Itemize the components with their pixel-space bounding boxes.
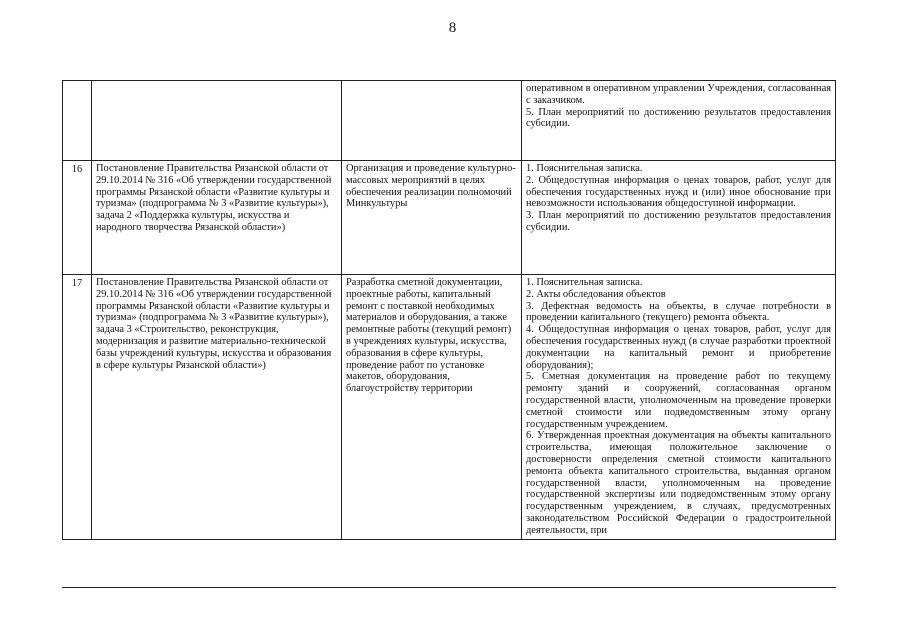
purpose-cell	[342, 161, 522, 275]
table-row	[63, 81, 836, 161]
subsidy-table	[62, 80, 836, 540]
document-item: 2. Общедоступная информация о ценах товаров, работ, услуг для обеспечения государственных нужд и (или) иное обоснование при невозможности использования общедоступной информации.	[526, 174, 831, 210]
legal-basis-cell	[92, 81, 342, 161]
document-item: 4. Общедоступная информация о ценах товаров, работ, услуг для обеспечения государственных нужд (в случае разработки проектной документации на капитальный ремонт и приобретение оборудования);	[526, 324, 831, 371]
page-number: 8	[448, 20, 457, 36]
table-row	[63, 161, 836, 275]
cell-text: Постановление Правительства Рязанской области от 29.10.2014 № 316 «Об утверждении государственной программы Рязанской области «Развитие культуры и туризма» (подпрограмма № 3 «Развитие культуры»), задача 2 «Поддержка культуры, искусства и народного творчества Рязанской области»)	[96, 163, 332, 233]
cell-text: Разработка сметной документации, проектные работы, капитальный ремонт с поставкой необходимых материалов и оборудования, а также ремонтные работы (текущий ремонт) в учреждениях культуры, искусства, образования в сфере культуры, проведение работ по установке макетов, оборудования, благоустройству территории	[346, 277, 512, 395]
document-item: 1. Пояснительная записка.	[526, 163, 643, 174]
document-item: 6. Утвержденная проектная документация на объекты капитального строительства, имеющая положительное заключение о достоверности определения сметной стоимости капитального ремонта объекта капитального строительства, выданная органом государственной власти, уполномоченным на проведение государственной экспертизы или подведомственным этому органу государственным учреждением, в случаях, предусмотренных законодательством Российской Федерации о градостроительной деятельности, при	[526, 430, 831, 536]
cell-text: Организация и проведение культурно-массовых мероприятий в целях обеспечения реализации полномочий Минкультуры	[346, 163, 516, 210]
document-item: оперативном в оперативном управлении Учреждения, согласованная с заказчиком.	[526, 83, 831, 106]
documents-cell	[522, 81, 836, 161]
document-item: 2. Акты обследования объектов	[526, 288, 666, 300]
purpose-cell	[342, 275, 522, 540]
document-item: 1. Пояснительная записка.	[526, 277, 643, 288]
document-item: 5. Сметная документация на проведение работ по текущему ремонту зданий и сооружений, согласованная органом государственной власти, уполномоченным на проведение проверки сметной стоимости или подведомственным этому органу государственным учреждением.	[526, 371, 831, 430]
documents-cell	[522, 275, 836, 540]
row-number: 17	[63, 275, 92, 540]
document-item: 3. План мероприятий по достижению результатов предоставления субсидии.	[526, 210, 831, 233]
document-item: 5. План мероприятий по достижению результатов предоставления субсидии.	[526, 106, 831, 130]
legal-basis-cell	[92, 161, 342, 275]
table-row	[63, 275, 836, 540]
row-number: 16	[63, 161, 92, 275]
legal-basis-cell	[92, 275, 342, 540]
table-clip	[62, 80, 836, 588]
purpose-cell	[342, 81, 522, 161]
document-item: 3. Дефектная ведомость на объекты, в случае потребности в проведении капитального (текущего) ремонта объекта.	[526, 300, 831, 324]
row-number	[63, 81, 92, 161]
documents-cell	[522, 161, 836, 275]
cell-text: Постановление Правительства Рязанской области от 29.10.2014 № 316 «Об утверждении государственной программы Рязанской области «Развитие культуры и туризма» (подпрограмма № 3 «Развитие культуры»), задача 3 «Строительство, реконструкция, модернизация и развитие материально-технической базы учреждений культуры, искусства и образования в сфере культуры Рязанской области»)	[96, 277, 332, 371]
